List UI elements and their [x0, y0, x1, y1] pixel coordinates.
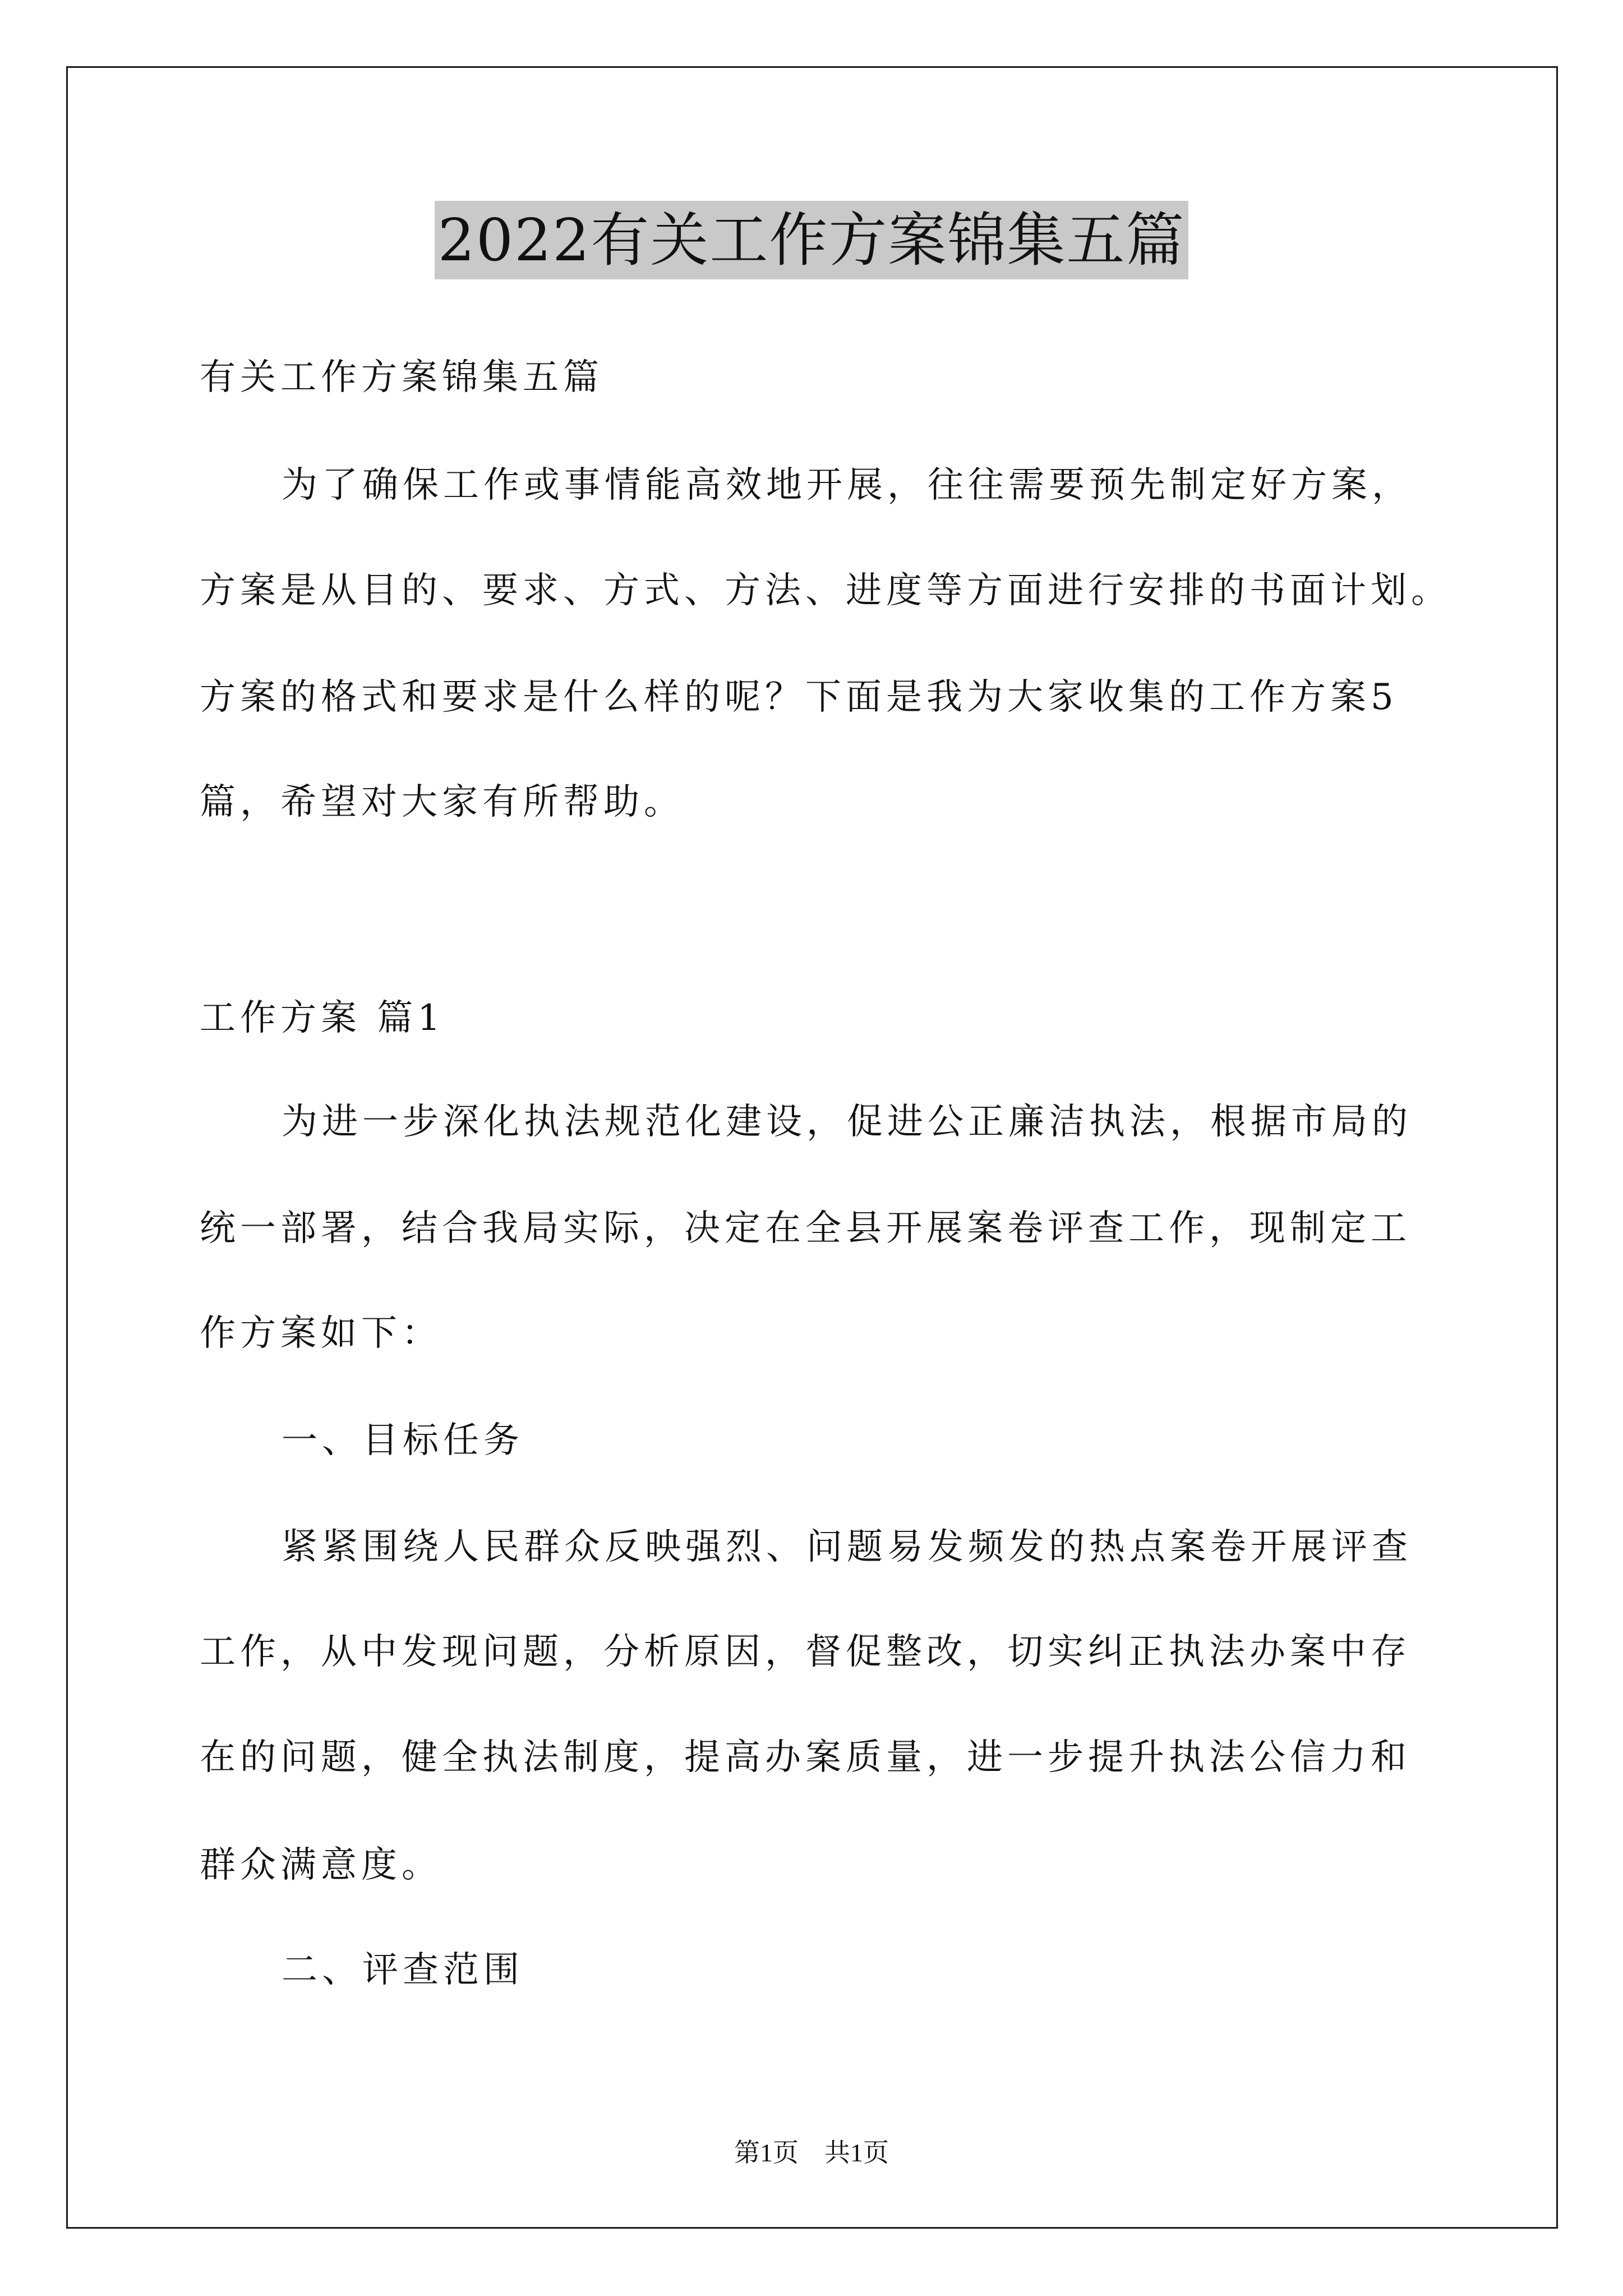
intro-line-1: 为了确保工作或事情能高效地开展，往往需要预先制定好方案，	[282, 464, 1412, 506]
intro-line-3: 方案的格式和要求是什么样的呢？下面是我为大家收集的工作方案5	[200, 677, 1398, 718]
heading-scope: 二、评查范围	[282, 1949, 524, 1991]
title-container	[0, 201, 1623, 279]
intro-line-4: 篇，希望对大家有所帮助。	[200, 781, 684, 823]
heading-goal: 一、目标任务	[282, 1420, 524, 1461]
section1-line-3: 作方案如下：	[200, 1313, 442, 1354]
intro-line-2: 方案是从目的、要求、方式、方法、进度等方面进行安排的书面计划。	[200, 570, 1451, 611]
section1-heading: 工作方案 篇1	[200, 997, 445, 1039]
section1-line-2: 统一部署，结合我局实际，决定在全县开展案卷评查工作，现制定工	[200, 1208, 1411, 1249]
goal-line-4: 群众满意度。	[200, 1844, 442, 1886]
document-subtitle: 有关工作方案锦集五篇	[200, 357, 603, 398]
goal-line-2: 工作，从中发现问题，分析原因，督促整改，切实纠正执法办案中存	[200, 1631, 1411, 1673]
page-footer: 第1页 共1页	[734, 2138, 889, 2167]
goal-line-1: 紧紧围绕人民群众反映强烈、问题易发频发的热点案卷开展评查	[282, 1526, 1412, 1568]
document-title: 2022有关工作方案锦集五篇	[435, 201, 1189, 279]
section1-line-1: 为进一步深化执法规范化建设，促进公正廉洁执法，根据市局的	[282, 1101, 1412, 1143]
goal-line-3: 在的问题，健全执法制度，提高办案质量，进一步提升执法公信力和	[200, 1737, 1411, 1778]
